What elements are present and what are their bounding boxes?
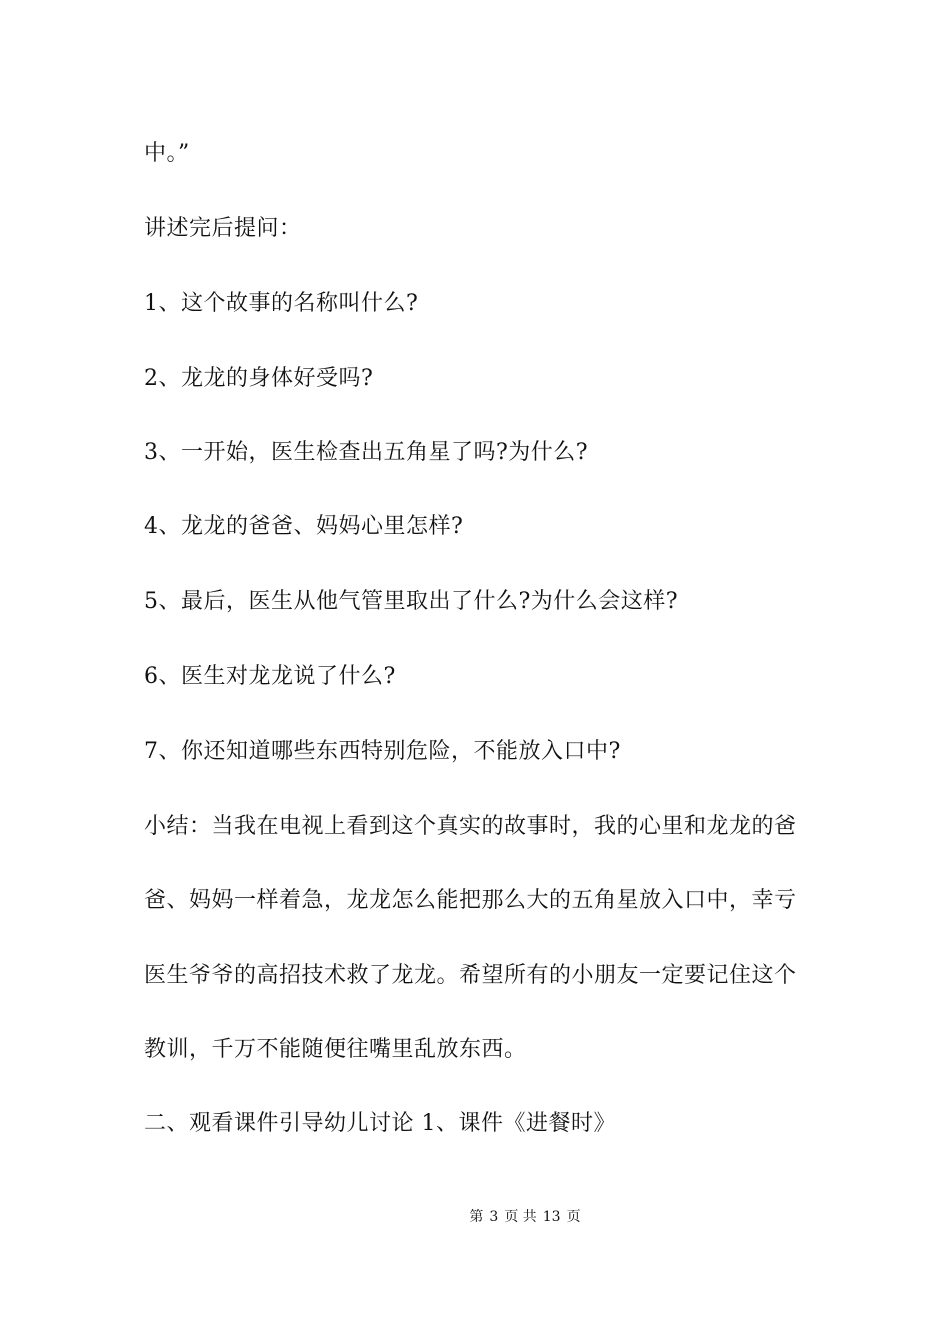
- text-line: 讲述完后提问：: [144, 216, 302, 241]
- text-line: 教训，千万不能随便往嘴里乱放东西。: [144, 1037, 527, 1062]
- footer-suffix: 页: [566, 1209, 581, 1225]
- current-page-number: 3: [489, 1209, 499, 1225]
- text-line: 中。”: [144, 141, 190, 166]
- text-line: 1、这个故事的名称叫什么?: [144, 291, 419, 316]
- footer-middle: 页 共: [504, 1209, 537, 1225]
- total-page-count: 13: [542, 1209, 561, 1225]
- text-line: 二、观看课件引导幼儿讨论 1、课件《进餐时》: [144, 1111, 616, 1136]
- text-line: 4、龙龙的爸爸、妈妈心里怎样?: [144, 514, 464, 539]
- text-line: 7、你还知道哪些东西特别危险，不能放入口中?: [144, 739, 621, 764]
- text-line: 医生爷爷的高招技术救了龙龙。希望所有的小朋友一定要记住这个: [144, 963, 797, 988]
- text-line: 爸、妈妈一样着急，龙龙怎么能把那么大的五角星放入口中，幸亏: [144, 888, 797, 913]
- text-line: 3、一开始，医生检查出五角星了吗?为什么?: [144, 440, 589, 465]
- page-footer: [0, 1207, 950, 1227]
- footer-prefix: 第: [469, 1209, 484, 1225]
- text-line: 小结：当我在电视上看到这个真实的故事时，我的心里和龙龙的爸: [144, 814, 797, 839]
- text-line: 2、龙龙的身体好受吗?: [144, 366, 374, 391]
- text-line: 5、最后，医生从他气管里取出了什么?为什么会这样?: [144, 589, 679, 614]
- text-line: 6、医生对龙龙说了什么?: [144, 664, 396, 689]
